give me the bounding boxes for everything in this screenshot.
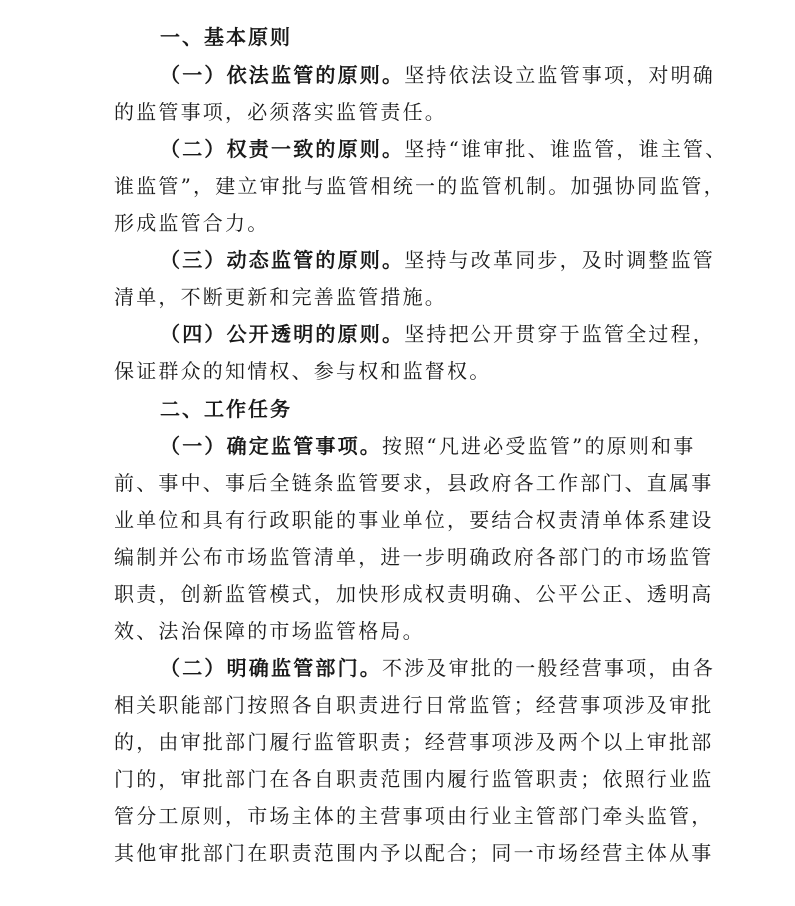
paragraph-line: 职责，创新监管模式，加快形成权责明确、公平公正、透明高 [114, 582, 714, 606]
paragraph-line [160, 316, 715, 353]
section-heading-work-tasks: 二、工作任务 [160, 397, 292, 421]
paragraph-line: 清单，不断更新和完善监管措施。 [114, 285, 447, 309]
paragraph-line: 相关职能部门按照各自职责进行日常监管；经营事项涉及审批 [114, 693, 714, 717]
paragraph-line [160, 428, 695, 465]
paragraph-line: 的，由审批部门履行监管职责；经营事项涉及两个以上审批部 [114, 730, 714, 754]
paragraph-text: 坚持依法设立监管事项，对明确 [404, 63, 716, 87]
paragraph-line: 业单位和具有行政职能的事业单位，要结合权责清单体系建设 [114, 508, 714, 532]
paragraph-line: 效、法治保障的市场监管格局。 [114, 619, 425, 643]
paragraph-label: （四）公开透明的原则。 [160, 322, 405, 346]
paragraph-line [160, 650, 715, 687]
paragraph-line [160, 131, 727, 168]
paragraph-line: 管分工原则，市场主体的主营事项由行业主管部门牵头监管， [114, 804, 714, 828]
paragraph-line: 保证群众的知情权、参与权和监督权。 [114, 359, 492, 383]
paragraph-text: 坚持把公开贯穿于监管全过程， [404, 322, 716, 346]
paragraph-line: 形成监管合力。 [114, 211, 270, 235]
paragraph-label: （三）动态监管的原则。 [160, 248, 405, 272]
paragraph-text: 坚持与改革同步，及时调整监管 [404, 248, 716, 272]
paragraph-label: （二）权责一致的原则。 [160, 137, 405, 161]
paragraph-text: 按照“凡进必受监管”的原则和事 [382, 434, 696, 458]
paragraph-label: （二）明确监管部门。 [160, 656, 382, 680]
paragraph-line [160, 242, 715, 279]
paragraph-line: 谁监管”，建立审批与监管相统一的监管机制。加强协同监管， [114, 174, 726, 198]
paragraph-line: 前、事中、事后全链条监管要求，县政府各工作部门、直属事 [114, 471, 714, 495]
section-heading-basic-principles: 一、基本原则 [160, 25, 292, 49]
paragraph-line: 其他审批部门在职责范围内予以配合；同一市场经营主体从事 [114, 841, 714, 865]
paragraph-line: 编制并公布市场监管清单，进一步明确政府各部门的市场监管 [114, 545, 714, 569]
paragraph-label: （一）确定监管事项。 [160, 434, 382, 458]
paragraph-line [160, 57, 715, 94]
paragraph-line: 门的，审批部门在各自职责范围内履行监管职责；依照行业监 [114, 767, 714, 791]
paragraph-text: 不涉及审批的一般经营事项，由各 [382, 656, 715, 680]
paragraph-label: （一）依法监管的原则。 [160, 63, 405, 87]
paragraph-line: 的监管事项，必须落实监管责任。 [114, 100, 447, 124]
paragraph-text: 坚持“谁审批、谁监管，谁主管、 [404, 137, 728, 161]
